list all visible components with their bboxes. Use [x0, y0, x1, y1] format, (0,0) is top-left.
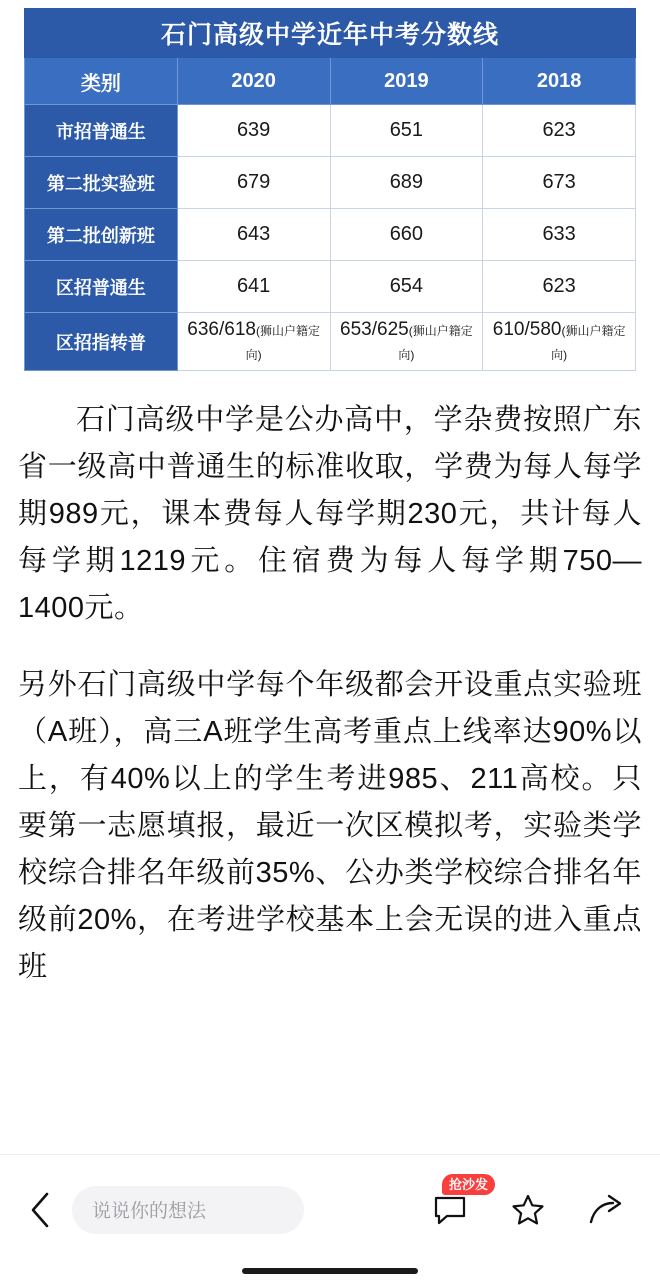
cell-value: 673: [483, 157, 636, 209]
table-row: [25, 313, 636, 371]
table-header-2019: 2019: [330, 58, 483, 105]
cell-value: [483, 313, 636, 371]
table-header-row: [25, 58, 636, 105]
cell-note: (狮山户籍定向): [245, 323, 320, 362]
score-table-container: [24, 8, 636, 371]
row-label: 区招普通生: [25, 261, 178, 313]
comment-input[interactable]: [72, 1186, 304, 1234]
cell-value: 641: [177, 261, 330, 313]
table-header-category: 类别: [25, 58, 178, 105]
table-title: 石门高级中学近年中考分数线: [25, 9, 636, 58]
cell-value: 651: [330, 105, 483, 157]
table-title-row: [25, 9, 636, 58]
comment-bubble-icon[interactable]: [428, 1176, 489, 1232]
cell-value: 660: [330, 209, 483, 261]
comment-placeholder: 说说你的想法: [92, 1201, 207, 1222]
share-arrow-icon[interactable]: [584, 1188, 628, 1232]
table-header-2018: 2018: [483, 58, 636, 105]
table-row: [25, 105, 636, 157]
cell-value: 623: [483, 105, 636, 157]
table-header-2020: 2020: [177, 58, 330, 105]
cell-value: 633: [483, 209, 636, 261]
content-fade-mask: [0, 1108, 660, 1154]
cell-value: 639: [177, 105, 330, 157]
row-label: 第二批创新班: [25, 209, 178, 261]
row-label: 区招指转普: [25, 313, 178, 371]
row-label: 第二批实验班: [25, 157, 178, 209]
cell-main-value: 653/625: [340, 318, 409, 340]
cell-value: 654: [330, 261, 483, 313]
article-body: [18, 371, 642, 991]
bar-actions: [428, 1176, 640, 1232]
cell-note: (狮山户籍定向): [398, 323, 473, 362]
cell-value: 623: [483, 261, 636, 313]
cell-main-value: 636/618: [187, 318, 256, 340]
cell-value: 689: [330, 157, 483, 209]
table-row: [25, 209, 636, 261]
cell-main-value: 610/580: [492, 318, 562, 340]
cell-value: [330, 313, 483, 371]
table-row: [25, 261, 636, 313]
comment-badge: 抢沙发: [442, 1174, 495, 1195]
bottom-action-bar: [0, 1154, 660, 1286]
cell-note: (狮山户籍定向): [551, 323, 626, 362]
score-table: [24, 8, 636, 371]
paragraph: 石门高级中学是公办高中，学杂费按照广东省一级高中普通生的标准收取，学费为每人每学期989元，课本费每人每学期230元，共计每人每学期1219元。住宿费为每人每学期750—1400元。: [18, 404, 642, 624]
cell-value: 679: [177, 157, 330, 209]
paragraph: 另外石门高级中学每个年级都会开设重点实验班（A班），高三A班学生高考重点上线率达90%以上，有40%以上的学生考进985、211高校。只要第一志愿填报，最近一次区模拟考，实验类学校综合排名年级前35%、公办类学校综合排名年级前20%，在考进学校基本上会无误的进入重点班: [18, 668, 642, 983]
row-label: 市招普通生: [25, 105, 178, 157]
table-row: [25, 157, 636, 209]
star-icon[interactable]: [506, 1188, 550, 1232]
cell-value: [177, 313, 330, 371]
chevron-left-icon[interactable]: [20, 1190, 60, 1230]
cell-value: 643: [177, 209, 330, 261]
home-indicator: [242, 1268, 418, 1274]
